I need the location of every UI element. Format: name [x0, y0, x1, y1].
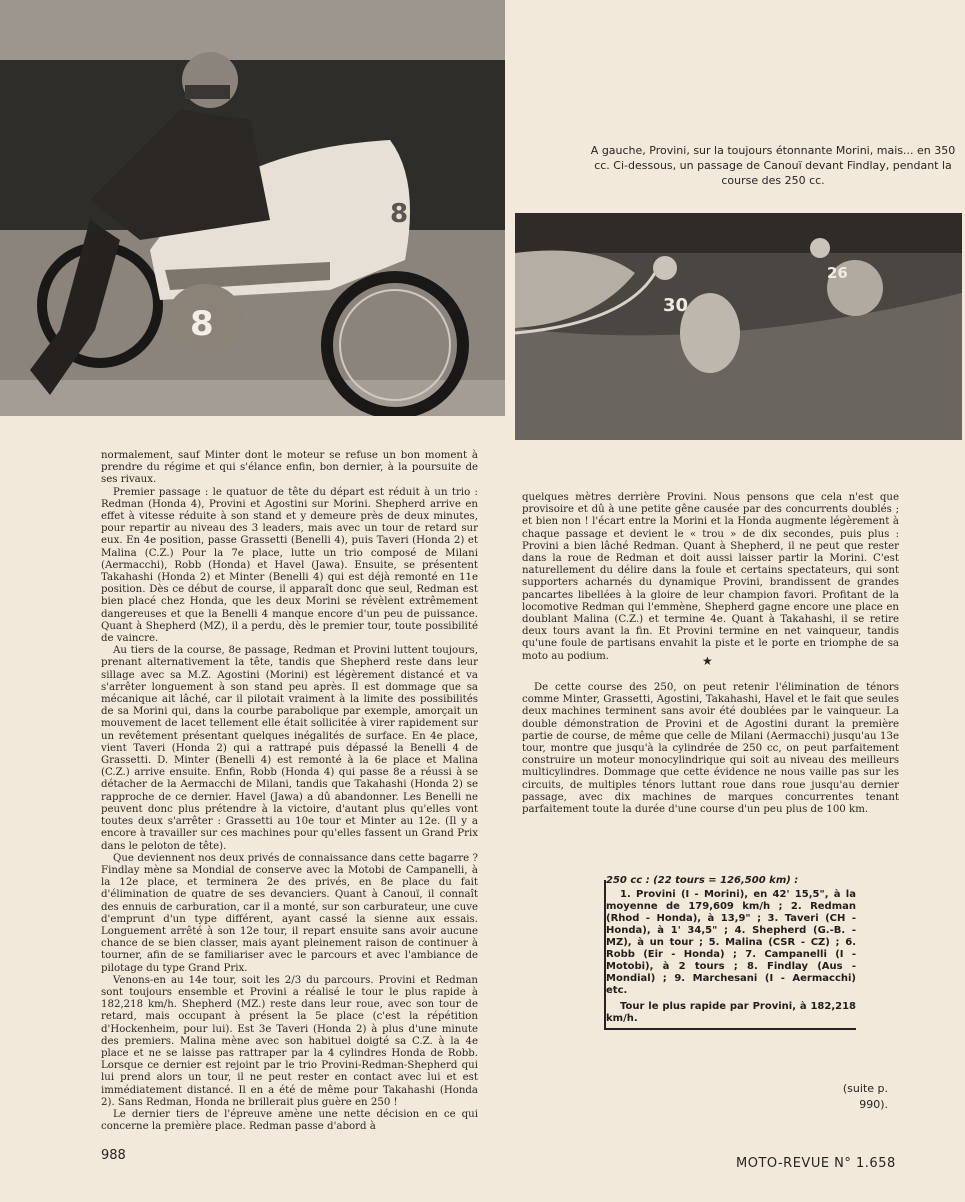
results-heading: 250 cc : (22 tours = 126,500 km) :	[606, 875, 799, 886]
paragraph: Venons-en au 14e tour, soit les 2/3 du parcours. Provini et Redman sont toujours ensemble et Provini a réalisé le tour le plus rapide à 182,218 km/h. Shepherd (MZ.) reste dans leur roue, avec son tour de retard, mais occupant à présent la 5e place (c'est la répétition d'Hockenheim, pour lui). Est 3e Taveri (Honda 2) à plus d'une minute des premiers. Malina mène avec son habituel doigté sa C.Z. à la 4e place et ne se laisse pas rattraper par la 4 cylindres Honda de Robb. Lorsque ce dernier est rejoint par le trio Provini-Redman-Shepherd qui lui prend alors un tour, il ne peut rester en contact avec lui et est immédiatement distancé. Il en a été de même pour Takahashi (Honda 2). Sans Redman, Honda ne brillerait plus guère en 250 !	[101, 974, 478, 1108]
results-fastest-lap: Tour le plus rapide par Provini, à 182,218 km/h.	[606, 1001, 856, 1024]
paragraph: Au tiers de la course, 8e passage, Redman et Provini luttent toujours, prenant alternativement la tête, tandis que Shepherd reste dans leur sillage avec sa M.Z. Agostini (Morini) est légèrement distancé et va s'arrêter longuement à son stand peu après. Il est dommage que sa mécanique ait lâché, car il pilotait vraiment à la limite des possibilités de sa Morini qui, dans la courbe parabolique par exemple, amorçait un mouvement de lacet tellement elle était sollicitée à virer rapidement sur un revêtement présentant quelques inégalités de surface. En 4e place, vient Taveri (Honda 2) qui a rattrapé puis dépassé la Benelli 4 de Grassetti. D. Minter (Benelli 4) est remonté à la 6e place et Malina (C.Z.) arrive ensuite. Enfin, Robb (Honda 4) qui passe 8e a réussi à se détacher de la Aermacchi de Milani, tandis que Takahashi (Honda 2) se rapproche de ce dernier. Havel (Jawa) a dû abandonner. Les Benelli ne peuvent donc plus prétendre à la victoire, d'autant plus qu'elles vont toutes deux s'arrêter : Grassetti au 10e tour et Minter au 12e. (Il y a encore à travailler sur ces machines pour qu'elles fassent un Grand Prix dans le peloton de tête).	[101, 645, 478, 852]
page-number: 988	[101, 1148, 126, 1163]
article-column-right-top	[522, 492, 899, 663]
bike-number-right-1: 30	[663, 295, 689, 316]
paragraph: Premier passage : le quatuor de tête du départ est réduit à un trio : Redman (Honda 4), Provini et Agostini sur Morini. Shepherd arrive en effet à vitesse réduite à son stand et y demeure près de deux minutes, pour repartir au niveau des 3 leaders, mais avec un tour de retard sur eux. En 4e position, passe Grassetti (Benelli 4), puis Taveri (Honda 2) et Malina (C.Z.) Pour la 7e place, lutte un trio composé de Milani (Aermacchi), Robb (Honda) et Havel (Jawa). Ensuite, se présentent Takahashi (Honda 2) et Minter (Benelli 4) qui est déjà remonté en 11e position. Dès ce début de course, il apparaît donc que seul, Redman est bien placé chez Honda, que les deux Morini se révèlent extrêmement dangereuses et que la Benelli 4 manque encore d'un peu de puissance. Quant à Shepherd (MZ), il a perdu, dès le premier tour, toute possibilité de vaincre.	[101, 486, 478, 645]
paragraph: Que deviennent nos deux privés de connaissance dans cette bagarre ? Findlay mène sa Mondial de conserve avec la Motobi de Campanelli, à la 12e place, et terminera 2e des privés, en 8e place du fait d'élimination de quatre de ses devanciers. Quant à Canouï, il connaît des ennuis de carburation, car il a monté, sur son carburateur, une cuve d'emprunt d'un type différent, ayant cassé la sienne aux essais. Longuement arrêté à son 12e tour, il repart ensuite sans avoir aucune chance de se bien classer, mais ayant pleinement raison de continuer à tourner, afin de se familiariser avec le parcours et avec l'ambiance de pilotage du type Grand Prix.	[101, 852, 478, 974]
photo-caption: A gauche, Provini, sur la toujours étonnante Morini, mais... en 350 cc. Ci-dessous, un passage de Canouï devant Findlay, pendant la course des 250 cc.	[590, 144, 956, 187]
paragraph: normalement, sauf Minter dont le moteur se refuse un bon moment à prendre du régime et qui s'élance enfin, bon dernier, à la poursuite de ses rivaux.	[101, 450, 478, 486]
continued-note: (suite p. 990).	[842, 1082, 888, 1111]
results-classification: 1. Provini (I - Morini), en 42' 15,5", à la moyenne de 179,609 km/h ; 2. Redman (Rhod - Honda), à 13,9" ; 3. Taveri (CH - Honda), à 1' 34,5" ; 4. Shepherd (G.-B. - MZ), à un tour ; 5. Malina (CSR - CZ) ; 6. Robb (Eir - Honda) ; 7. Campanelli (I - Motobi), à 2 tours ; 8. Findlay (Aus - Mondial) ; 9. Marchesani (I - Aermacchi) etc.	[606, 889, 856, 996]
article-column-right-bottom	[522, 682, 899, 816]
article-column-left	[101, 450, 478, 1133]
photo-canoui-findlay	[515, 213, 962, 440]
magazine-footer: MOTO-REVUE N° 1.658	[736, 1156, 896, 1171]
paragraph: Le dernier tiers de l'épreuve amène une nette décision en ce qui concerne la première place. Redman passe d'abord à	[101, 1108, 478, 1133]
bike-number-left: 8	[190, 304, 214, 344]
bike-number-right-2: 26	[827, 264, 848, 282]
svg-text:8: 8	[390, 199, 409, 229]
star-separator: ★	[702, 654, 713, 668]
results-box	[606, 875, 856, 1029]
paragraph: quelques mètres derrière Provini. Nous pensons que cela n'est que provisoire et dû à une petite gêne causée par des concurrents doublés ; et bien non ! l'écart entre la Morini et la Honda augmente légèrement à chaque passage et devient le « trou » de dix secondes, puis plus : Provini a bien lâché Redman. Quant à Shepherd, il ne peut que rester dans la roue de Redman et doit aussi laisser partir la Morini. C'est naturellement du délire dans la foule et certains spectateurs, qui sont supporters acharnés du dynamique Provini, brandissent de grandes pancartes libellées à la gloire de leur champion favori. Profitant de la locomotive Redman qui l'emmène, Shepherd gagne encore une place en doublant Malina (C.Z.) et termine 4e. Quant à Takahashi, il se retire deux tours avant la fin. Et Provini termine en net vainqueur, tandis qu'une foule de partisans envahit la piste et le porte en triomphe de sa moto au podium.	[522, 492, 899, 662]
paragraph: De cette course des 250, on peut retenir l'élimination de ténors comme Minter, Grassetti, Agostini, Takahashi, Havel et le fait que seules deux machines terminent sans avoir été doublées par le vainqueur. La double démonstration de Provini et de Agostini durant la première partie de course, de même que celle de Milani (Aermacchi) jusqu'au 13e tour, montre que jusqu'à la cylindrée de 250 cc, on peut parfaitement construire un moteur monocylindrique qui soit au niveau des meilleurs multicylindres. Dommage que cette évidence ne nous vaille pas sur les circuits, de multiples ténors luttant roue dans roue jusqu'au dernier passage, avec dix machines de marques concurrentes tenant parfaitement toute la durée d'une course d'un peu plus de 100 km.	[522, 682, 899, 816]
photo-provini-morini	[0, 0, 505, 416]
results-box-rule	[606, 1028, 856, 1030]
